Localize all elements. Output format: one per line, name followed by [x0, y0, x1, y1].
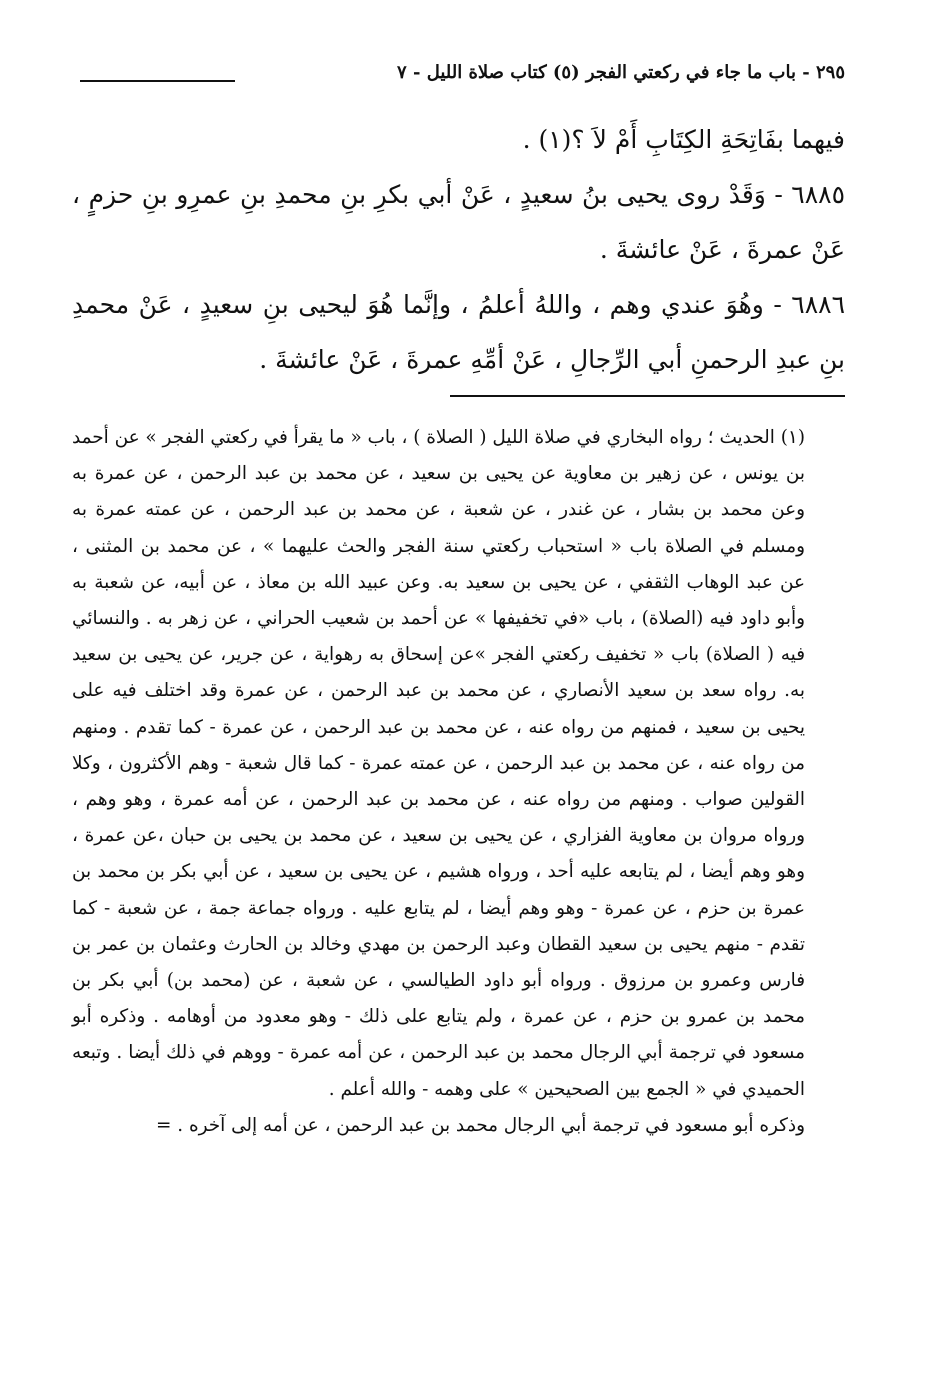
main-line-continuation: فيهما بفَاتِحَةِ الكِتَابِ أَمْ لاَ ؟(١) . — [522, 125, 845, 154]
running-header: ٢٩٥ - باب ما جاء في ركعتي الفجر (٥) كتاب صلاة الليل - ٧ — [397, 62, 845, 83]
footnote-last-line: وذكره أبو مسعود في ترجمة أبي الرجال محمد بن عبد الرحمن ، عن أمه إلى آخره . = — [156, 1114, 805, 1136]
footnote-1: (١) الحديث ؛ رواه البخاري في صلاة الليل ( الصلاة ) ، باب « ما يقرأ في ركعتي الفجر » عن أحمد بن يونس ، عن زهير بن معاوية عن يحيى بن سعيد ، عن محمد بن عبد الرحمن ، عن عمرة به وعن محمد بن بشار ، عن غندر ، عن شعبة ، عن محمد بن عبد الرحمن ، عن عمته عمرة به ومسلم في الصلاة باب « استحباب ركعتي سنة الفجر والحث عليهما » ، عن محمد بن المثنى ، عن عبد الوهاب الثقفي ، عن يحيى بن سعيد به. وعن عبيد الله بن معاذ ، عن أبيه، عن شعبة به وأبو داود فيه (الصلاة) ، باب «في تخفيفها » عن أحمد بن شعيب الحراني ، عن زهر به . والنسائي فيه ( الصلاة) باب « تخفيف ركعتي الفجر »عن إسحاق به رهواية ، عن جرير، عن يحيى بن سعيد به. رواه سعد بن سعيد الأنصاري ، عن محمد بن عبد الرحمن ، عن عمرة وقد اختلف فيه على يحيى بن سعيد ، فمنهم من رواه عنه ، عن محمد بن عبد الرحمن ، عن عمرة - كما تقدم . ومنهم من رواه عنه ، عن محمد بن عبد الرحمن ، عن عمته عمرة - كما قال شعبة - وهم الأكثرون ، وكلا القولين صواب . ومنهم من رواه عنه ، عن محمد بن عبد الرحمن ، عن أمه عمرة ، وهو وهم ، ورواه مروان بن معاوية الفزاري ، عن يحيى بن سعيد ، عن محمد بن يحيى بن حبان ،عن عمرة ، وهو وهم أيضا ، لم يتابعه عليه أحد ، ورواه هشيم ، عن يحيى بن سعيد ، عن أبي بكر بن محمد بن عمرة بن حزم ، عن عمرة - وهو وهم أيضا ، لم يتابع عليه . ورواه جماعة جمة ، عن شعبة - كما تقدم - منهم يحيى بن سعيد القطان وعبد الرحمن بن مهدي وخالد بن الحارث وعثمان بن عمر بن فارس وعمرو بن مرزوق . ورواه أبو داود الطيالسي ، عن شعبة ، عن (محمد بن) أبي بكر بن محمد بن عمرو بن حزم ، عن عمرة ، ولم يتابع على ذلك - وهو معدود من أوهامه . وذكره أبو مسعود في ترجمة أبي الرجال محمد بن عبد الرحمن ، عن أمه عمرة - ووهم في ذلك أيضا . وتبعه الحميدي في « الجمع بين الصحيحين » على وهمه - والله أعلم . — [72, 427, 805, 1100]
header-rule — [80, 80, 235, 82]
footnotes — [72, 420, 845, 1144]
entry-6885: ٦٨٨٥ - وَقَدْ روى يحيى بنُ سعيدٍ ، عَنْ أبي بكرِ بنِ محمدِ بنِ عمرِو بنِ حزمٍ ، عَنْ عمرةَ ، عَنْ عائشةَ . — [72, 180, 845, 264]
entry-6886: ٦٨٨٦ - وهُوَ عندي وهم ، واللهُ أعلمُ ، وإنَّما هُوَ ليحيى بنِ سعيدٍ ، عَنْ محمدِ بنِ عبدِ الرحمنِ أبي الرِّجالِ ، عَنْ أمِّهِ عمرةَ ، عَنْ عائشةَ . — [72, 290, 845, 374]
main-text — [72, 112, 845, 387]
footnote-separator — [450, 395, 845, 397]
